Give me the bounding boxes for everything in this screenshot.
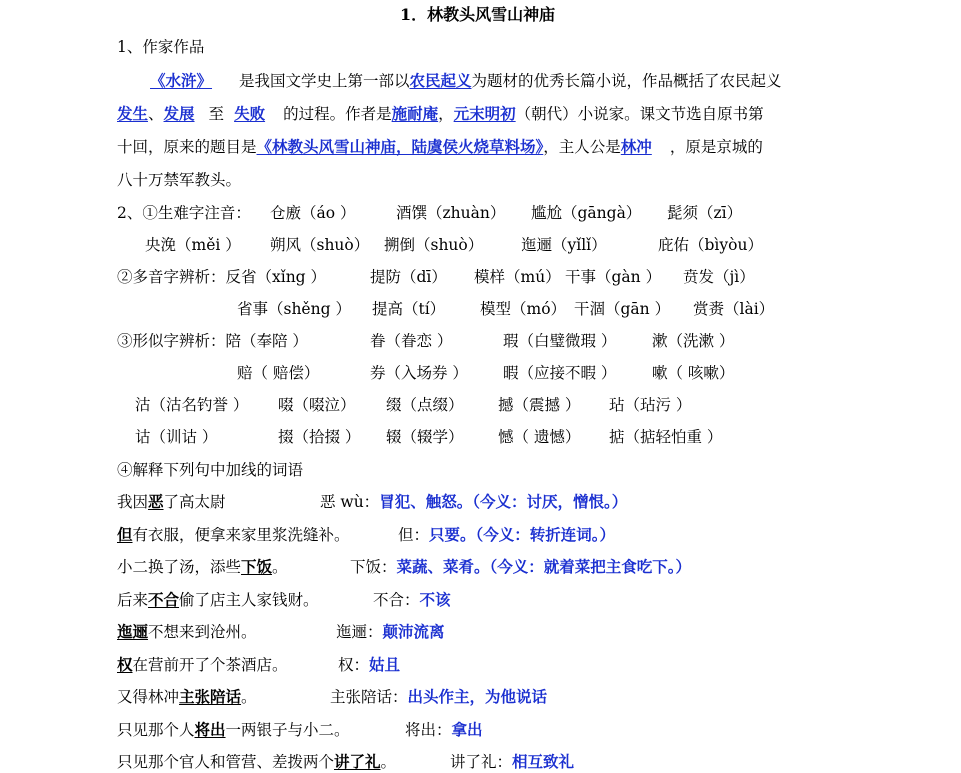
char-item: ③形似字辨析：陪（奉陪 ） xyxy=(117,332,308,350)
text-segment: 十回，原来的题目是 xyxy=(117,138,257,156)
pinyin-item: 干涸（gān ） xyxy=(574,300,671,318)
page-title: 1．林教头风雪山神庙 xyxy=(400,5,556,24)
pinyin-item: 提高（tí） xyxy=(372,300,446,318)
text-segment: ，主人公是 xyxy=(543,138,621,156)
definition-label: 不合： xyxy=(373,590,420,609)
definition xyxy=(338,654,400,676)
pinyin-item: 贲发（jì） xyxy=(683,268,755,286)
vocab-row xyxy=(117,719,483,741)
similar-char-row-4 xyxy=(135,426,723,448)
sentence-text: 又得林冲 xyxy=(117,688,180,706)
section-heading-vocab: ④解释下列句中加线的词语 xyxy=(117,461,304,479)
char-item: 啜（啜泣） xyxy=(278,396,356,414)
definition xyxy=(350,556,691,578)
pinyin-item: ②多音字辨析：反省（xǐng ） xyxy=(117,268,327,286)
pinyin-row-1 xyxy=(117,202,743,224)
text-segment: （朝代）小说家。课文节选自原书第 xyxy=(515,105,764,123)
char-item: 券（入场券 ） xyxy=(370,364,468,382)
char-item: 眷（眷恋 ） xyxy=(370,332,453,350)
sentence-text: 只见那个官人和管营、差拨两个 xyxy=(117,753,335,771)
text-segment: 、 xyxy=(148,105,164,123)
row-label: 2、①生难字注音： xyxy=(117,204,251,222)
polyphone-row-2 xyxy=(237,298,775,320)
pinyin-item: 朔风（shuò） xyxy=(270,236,370,254)
vocab-row xyxy=(117,751,575,773)
char-item: 漱（洗漱 ） xyxy=(652,332,735,350)
char-item: 撼（震撼 ） xyxy=(498,396,581,414)
underlined-word: 讲了礼 xyxy=(334,752,381,771)
sentence-text: 一两银子与小二。 xyxy=(225,720,350,739)
sentence-text: 了高太尉 xyxy=(163,493,226,511)
definition-label: 迤逦： xyxy=(336,623,383,641)
definition-label: 下饭： xyxy=(350,558,397,576)
vocab-row xyxy=(117,621,445,643)
sentence-text: 偷了店主人家钱财。 xyxy=(179,590,319,609)
text-segment: 至 xyxy=(208,105,225,123)
pinyin-item: 干事（gàn ） xyxy=(565,268,662,286)
answer-original-title: 《林教头风雪山神庙，陆虞侯火烧草料场》 xyxy=(256,137,544,156)
underlined-word: 权 xyxy=(117,654,133,674)
char-item: 辍（辍学） xyxy=(386,428,464,446)
definition xyxy=(336,621,445,643)
sentence-text: 在营前开了个茶酒店。 xyxy=(132,655,288,674)
definition-answer: 不该 xyxy=(419,589,451,609)
similar-char-row-2 xyxy=(237,362,735,384)
text-segment: ， xyxy=(438,105,454,123)
sentence-text: 我因 xyxy=(117,493,149,511)
text-segment: 的过程。作者是 xyxy=(283,105,392,123)
answer-stage-2: 发展 xyxy=(163,104,195,123)
char-item: 憾（ 遗憾） xyxy=(498,428,581,446)
answer-stage-3: 失败 xyxy=(234,104,266,123)
sentence-text: 。 xyxy=(241,688,257,706)
answer-book-title: 《水浒》 xyxy=(150,71,213,90)
pinyin-item: 仓廒（áo ） xyxy=(270,204,356,222)
sentence-text: 。 xyxy=(272,558,288,576)
definition xyxy=(398,524,615,546)
similar-char-row-1 xyxy=(117,330,735,352)
answer-theme: 农民起义 xyxy=(409,71,472,90)
sentence-text: 只见那个人 xyxy=(117,720,195,739)
char-item: 缀（点缀） xyxy=(386,396,464,414)
text-segment: 为题材的优秀长篇小说，作品概括了农民起义 xyxy=(471,72,782,90)
definition-answer: 出头作主，为他说话 xyxy=(407,687,548,706)
char-item: 沽（沽名钓誉 ） xyxy=(135,396,249,414)
char-item: 瑕（白璧微瑕 ） xyxy=(503,332,617,350)
pinyin-item: 搠倒（shuò） xyxy=(384,236,484,254)
sentence-text: 有衣服，便拿来家里浆洗缝补。 xyxy=(132,525,350,544)
sentence-text: 小二换了汤，添些 xyxy=(117,558,242,576)
definition-label: 讲了礼： xyxy=(450,753,513,771)
definition-label: 主张陪话： xyxy=(330,688,408,706)
vocab-row xyxy=(117,524,616,546)
pinyin-item: 髭须（zī） xyxy=(667,204,743,222)
sentence-text: 不想来到沧州。 xyxy=(148,623,257,641)
answer-dynasty: 元末明初 xyxy=(453,104,516,123)
underlined-word: 不合 xyxy=(148,589,180,609)
definition-label: 恶 wù： xyxy=(320,493,380,511)
pinyin-row-2 xyxy=(145,234,763,256)
definition xyxy=(373,589,451,611)
underlined-word: 恶 xyxy=(148,492,164,511)
paragraph-line-2 xyxy=(117,103,764,125)
paragraph-line-3 xyxy=(117,136,763,158)
definition-answer: 只要。（今义：转折连词。） xyxy=(429,524,616,544)
polyphone-row-1 xyxy=(117,266,755,288)
pinyin-item: 赏赉（lài） xyxy=(693,300,775,318)
char-item: 赔（ 赔偿） xyxy=(237,364,320,382)
definition-answer: 相互致礼 xyxy=(512,752,575,771)
pinyin-item: 庇佑（bìyòu） xyxy=(658,236,763,254)
char-item: 诂（训诂 ） xyxy=(135,428,218,446)
underlined-word: 下饭 xyxy=(241,557,273,576)
answer-author: 施耐庵 xyxy=(391,104,439,123)
underlined-word: 但 xyxy=(117,524,133,544)
pinyin-item: 模型（mó） xyxy=(480,300,567,318)
pinyin-item: 模样（mú） xyxy=(474,268,561,286)
pinyin-item: 央浼（měi ） xyxy=(145,236,241,254)
definition-label: 将出： xyxy=(405,720,452,739)
sentence-text: 。 xyxy=(380,753,397,771)
vocab-row xyxy=(117,556,692,578)
char-item: 嗽（ 咳嗽） xyxy=(652,364,735,382)
pinyin-item: 提防（dī） xyxy=(370,268,447,286)
definition xyxy=(450,751,574,773)
underlined-word: 主张陪话 xyxy=(179,687,242,706)
pinyin-item: 省事（shěng ） xyxy=(237,300,351,318)
paragraph-line-1 xyxy=(150,70,790,92)
definition-answer: 拿出 xyxy=(451,719,483,739)
vocab-row xyxy=(117,491,628,513)
text-segment: 是我国文学史上第一部以 xyxy=(238,72,410,90)
answer-stage-1: 发生 xyxy=(117,104,149,123)
pinyin-item: 酒馔（zhuàn） xyxy=(396,204,506,222)
sentence-text: 后来 xyxy=(117,590,149,609)
pinyin-item: 尴尬（gāngà） xyxy=(531,204,642,222)
underlined-word: 迤逦 xyxy=(117,622,149,641)
answer-protagonist: 林冲 xyxy=(620,137,652,156)
char-item: 掇（拾掇 ） xyxy=(278,428,361,446)
definition-answer: 姑且 xyxy=(369,654,401,674)
vocab-row xyxy=(117,654,401,676)
text-segment: ，原是京城的 xyxy=(669,138,763,156)
paragraph-line-4: 八十万禁军教头。 xyxy=(117,171,242,189)
char-item: 玷（玷污 ） xyxy=(609,396,692,414)
definition-label: 但： xyxy=(398,525,430,544)
definition xyxy=(320,491,627,513)
underlined-word: 将出 xyxy=(194,719,226,739)
char-item: 暇（应接不暇 ） xyxy=(503,364,617,382)
definition-label: 权： xyxy=(338,655,370,674)
definition-answer: 冒犯、触怒。（今义：讨厌，憎恨。） xyxy=(379,492,628,511)
definition xyxy=(405,719,483,741)
definition xyxy=(330,686,547,708)
definition-answer: 菜蔬、菜肴。（今义：就着菜把主食吃下。） xyxy=(396,557,692,576)
section-heading-author: 1、作家作品 xyxy=(117,38,205,56)
definition-answer: 颠沛流离 xyxy=(382,622,445,641)
vocab-row xyxy=(117,589,451,611)
pinyin-item: 迤逦（yǐlǐ） xyxy=(521,236,607,254)
similar-char-row-3 xyxy=(135,394,692,416)
char-item: 掂（掂轻怕重 ） xyxy=(609,428,723,446)
vocab-row xyxy=(117,686,548,708)
